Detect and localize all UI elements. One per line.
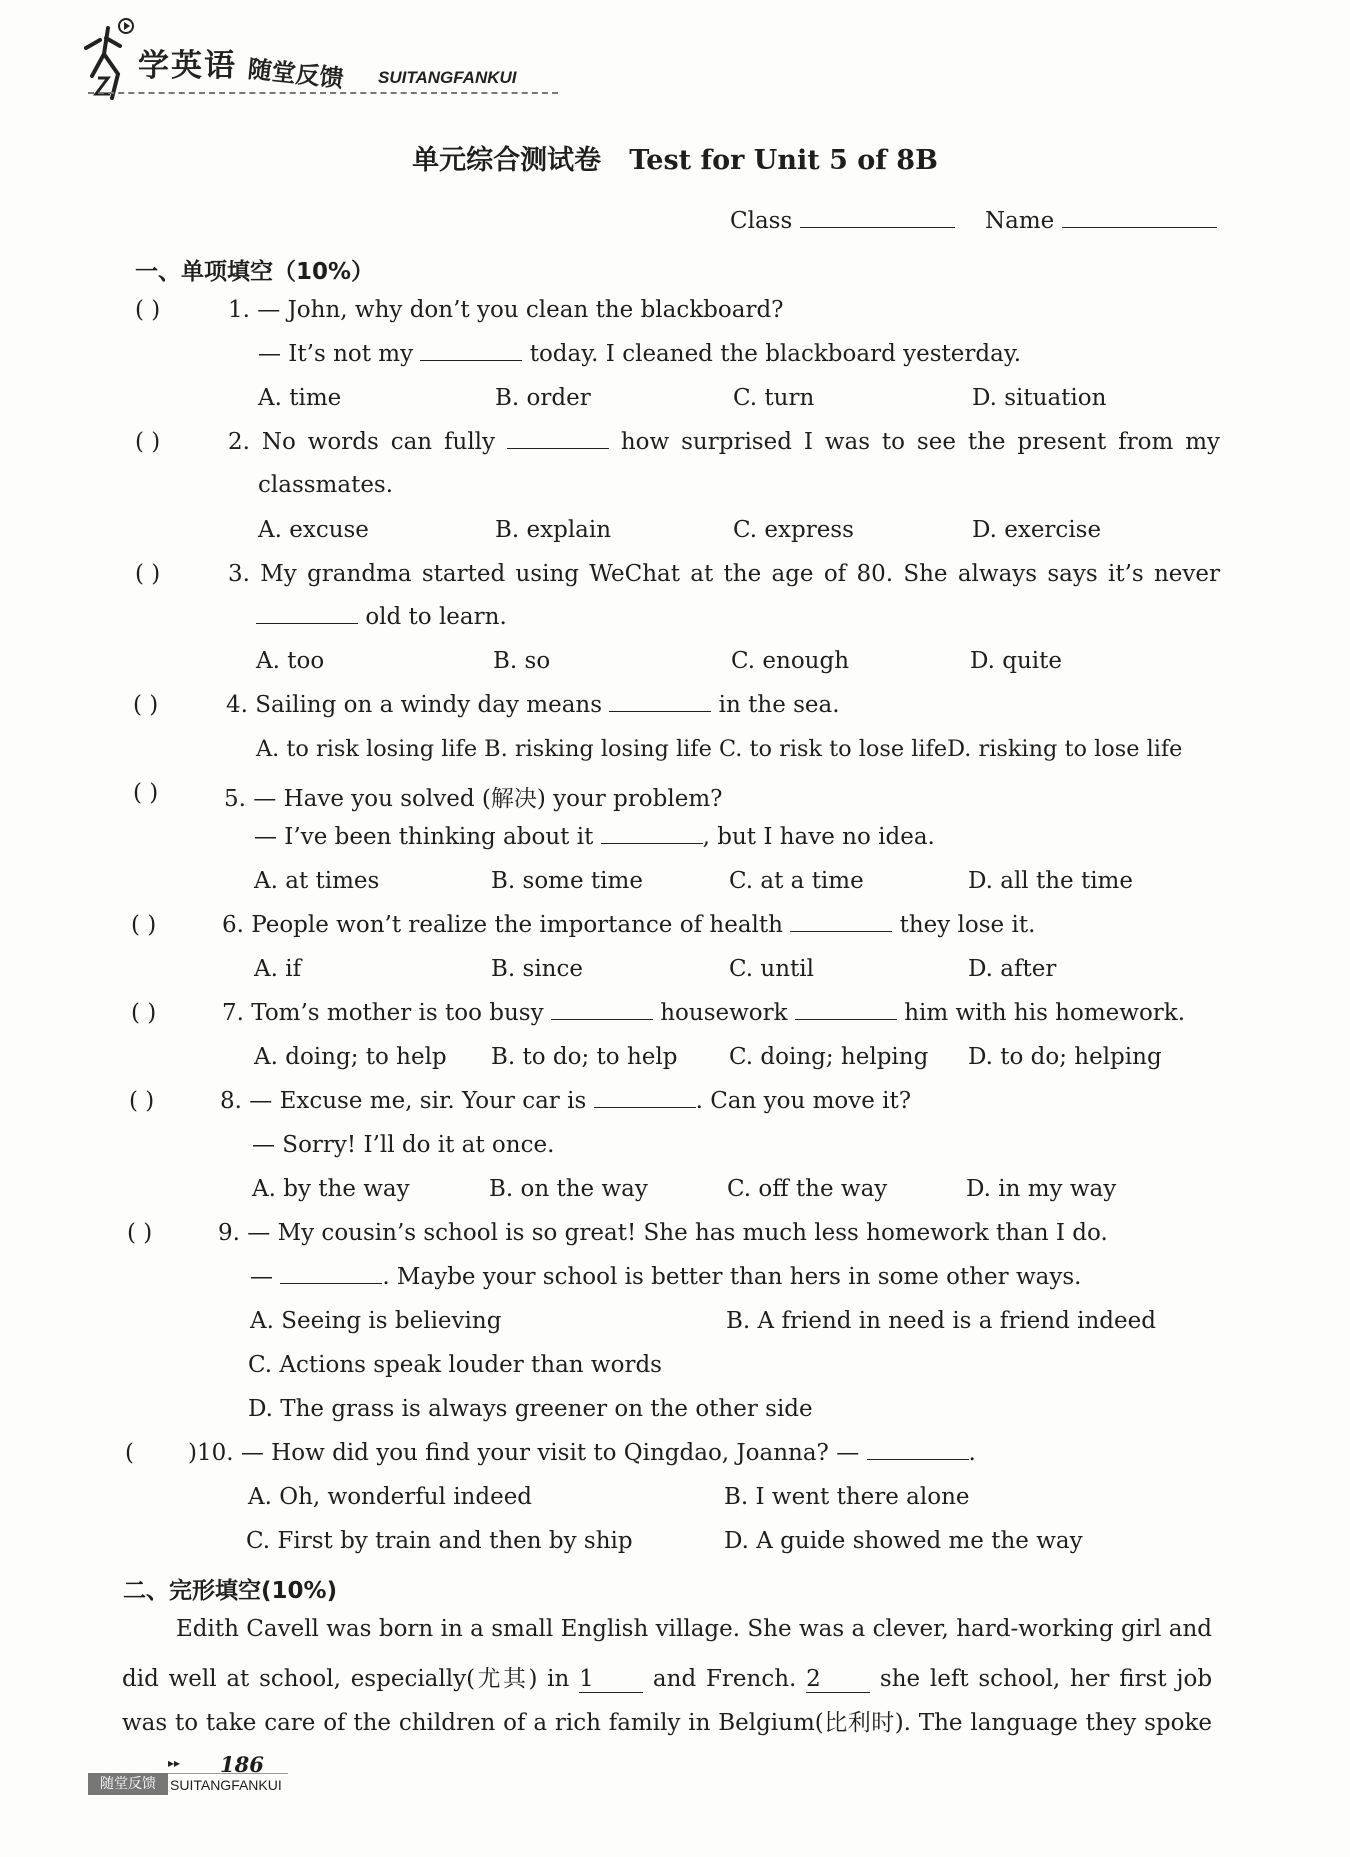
option-d: D. after [968,956,1057,982]
answer-bracket[interactable]: ( ) [127,1220,153,1246]
section-heading: 一、单项填空（10%） [135,259,375,285]
option-c: C. turn [733,385,815,411]
options-line: A. to risk losing life B. risking losing life C. to risk to lose lifeD. risking to lose life [256,736,1183,762]
question-number: 2. [228,429,250,455]
question-text: Tom’s mother is too busy [251,1000,544,1026]
option-d: D. to do; helping [968,1044,1162,1070]
passage-text: did well at school, especially(尤其) in [122,1666,570,1692]
option-b: B. some time [491,868,643,894]
question-line [228,429,1220,455]
option-a: A. excuse [258,517,369,543]
footer-pinyin: SUITANGFANKUI [170,1777,282,1793]
class-blank[interactable] [800,227,955,228]
question-line [228,297,784,323]
question-line [188,1440,976,1466]
question-line [228,561,1220,587]
question-text: , but I have no idea. [702,824,935,850]
option-c: C. at a time [729,868,864,894]
option-d: D. quite [970,648,1062,674]
question-text: . [968,1440,976,1466]
question-number: 6. [222,912,244,938]
option-d: D. in my way [966,1176,1117,1202]
question-text: in the sea. [718,692,840,718]
option-c: C. express [733,517,854,543]
question-text: — My cousin’s school is so great! She has much less homework than I do. [247,1220,1108,1246]
question-text: . Can you move it? [695,1088,912,1114]
footer-tag: 随堂反馈 [88,1773,168,1795]
passage-text: she left school, her first job [879,1666,1213,1692]
answer-bracket[interactable]: ( ) [133,692,159,718]
option-c: C. First by train and then by ship [246,1528,633,1554]
question-line [226,692,840,718]
question-line [250,1264,1081,1290]
answer-blank[interactable] [551,1019,653,1020]
logo-pinyin: SUITANGFANKUI [378,68,517,87]
option-a: A. doing; to help [254,1044,447,1070]
logo-title: 学英语 [138,48,237,84]
answer-bracket[interactable]: ( [125,1440,134,1466]
header-logo [78,18,578,108]
answer-blank[interactable] [867,1459,969,1460]
option-c: C. until [729,956,814,982]
question-line [254,824,935,850]
passage-text: and French. [652,1666,797,1692]
answer-blank[interactable] [790,931,892,932]
option-b: B. on the way [489,1176,648,1202]
option-d: D. The grass is always greener on the other side [248,1396,813,1422]
option-a: A. time [258,385,342,411]
name-label: Name [985,208,1055,234]
question-number: 8. [220,1088,242,1114]
answer-bracket[interactable]: ( ) [135,561,161,587]
answer-blank[interactable] [280,1283,382,1284]
question-text: — It’s not my [258,341,414,367]
name-field [985,208,1217,234]
option-b: B. order [495,385,591,411]
option-c: C. enough [731,648,850,674]
blank-number: 1 [579,1666,594,1692]
option-b: B. so [493,648,551,674]
question-text: Sailing on a windy day means [255,692,603,718]
answer-blank[interactable] [795,1019,897,1020]
answer-bracket[interactable]: ( ) [133,780,159,806]
option-c: C. off the way [727,1176,888,1202]
answer-bracket[interactable]: ( ) [135,429,161,455]
option-d: D. all the time [968,868,1133,894]
option-a: A. Seeing is believing [250,1308,502,1334]
question-line [222,912,1035,938]
runner-logo-icon [78,18,138,108]
question-number: )10. [188,1440,234,1466]
option-a: A. too [256,648,325,674]
question-number: 4. [226,692,248,718]
question-text: today. I cleaned the blackboard yesterday. [529,341,1022,367]
option-b: B. A friend in need is a friend indeed [726,1308,1156,1334]
question-text: — Sorry! I’ll do it at once. [252,1132,555,1158]
answer-blank[interactable] [594,1107,696,1108]
question-text: — How did you find your visit to Qingdao, Joanna? — [240,1440,860,1466]
answer-blank[interactable] [609,711,711,712]
question-number: 3. [228,561,250,587]
answer-bracket[interactable]: ( ) [131,912,157,938]
answer-bracket[interactable]: ( ) [131,1000,157,1026]
question-line [220,1088,911,1114]
question-text: they lose it. [899,912,1036,938]
question-text: My grandma started using WeChat at the age of 80. She always says it’s never [260,561,1220,587]
question-text: People won’t realize the importance of health [251,912,783,938]
question-text: No words can fully [261,429,496,455]
option-b: B. I went there alone [724,1484,970,1510]
option-b: B. to do; to help [491,1044,678,1070]
class-label: Class [730,208,793,234]
section-heading: 二、完形填空(10%) [123,1578,338,1604]
option-a: A. by the way [252,1176,410,1202]
answer-bracket[interactable]: ( ) [135,297,161,323]
question-text: old to learn. [365,604,507,630]
question-line [258,341,1021,367]
question-text: . Maybe your school is better than hers in some other ways. [382,1264,1082,1290]
option-c: C. Actions speak louder than words [248,1352,662,1378]
header-divider [88,92,558,94]
answer-blank[interactable] [507,448,609,449]
answer-blank[interactable] [420,360,522,361]
answer-blank[interactable] [256,623,358,624]
option-d: D. exercise [972,517,1102,543]
option-b: B. since [491,956,583,982]
page-number: 186 [220,1752,264,1777]
option-d: D. A guide showed me the way [724,1528,1083,1554]
question-line [256,604,507,630]
question-number: 5. [224,786,246,812]
option-a: A. at times [254,868,380,894]
question-text: — Excuse me, sir. Your car is [249,1088,587,1114]
option-d: D. situation [972,385,1107,411]
passage-line [122,1660,1212,1693]
passage-line: was to take care of the children of a rich family in Belgium(比利时). The language they spoke [122,1710,1212,1736]
answer-bracket[interactable]: ( ) [129,1088,155,1114]
question-line [222,1000,1185,1026]
name-blank[interactable] [1062,227,1217,228]
title-english: Test for Unit 5 of 8B [629,145,938,176]
title-chinese: 单元综合测试卷 [412,145,602,176]
cloze-blank-2[interactable] [806,1667,870,1693]
answer-blank[interactable] [601,843,703,844]
question-text: — John, why don’t you clean the blackboard? [257,297,784,323]
question-text: how surprised I was to see the present from my [620,429,1220,455]
question-text: housework [660,1000,788,1026]
question-number: 9. [218,1220,240,1246]
passage-line: Edith Cavell was born in a small English village. She was a clever, hard-working girl and [176,1616,1212,1642]
question-text: — Have you solved (解决) your problem? [253,786,723,812]
question-text: — I’ve been thinking about it [254,824,594,850]
option-a: A. Oh, wonderful indeed [248,1484,533,1510]
question-number: 1. [228,297,250,323]
option-a: A. if [254,956,302,982]
question-text: him with his homework. [904,1000,1186,1026]
question-text: classmates. [258,472,394,498]
blank-number: 2 [806,1666,821,1692]
question-text: — [250,1264,273,1290]
logo-subtitle: 随堂反馈 [246,55,345,93]
arrow-icon: ▸▸ [168,1756,181,1770]
class-field [730,208,955,234]
question-line [224,780,723,813]
question-number: 7. [222,1000,244,1026]
cloze-blank-1[interactable] [579,1667,643,1693]
option-b: B. explain [495,517,612,543]
question-line [218,1220,1108,1246]
option-c: C. doing; helping [729,1044,929,1070]
page-title [0,138,1350,177]
